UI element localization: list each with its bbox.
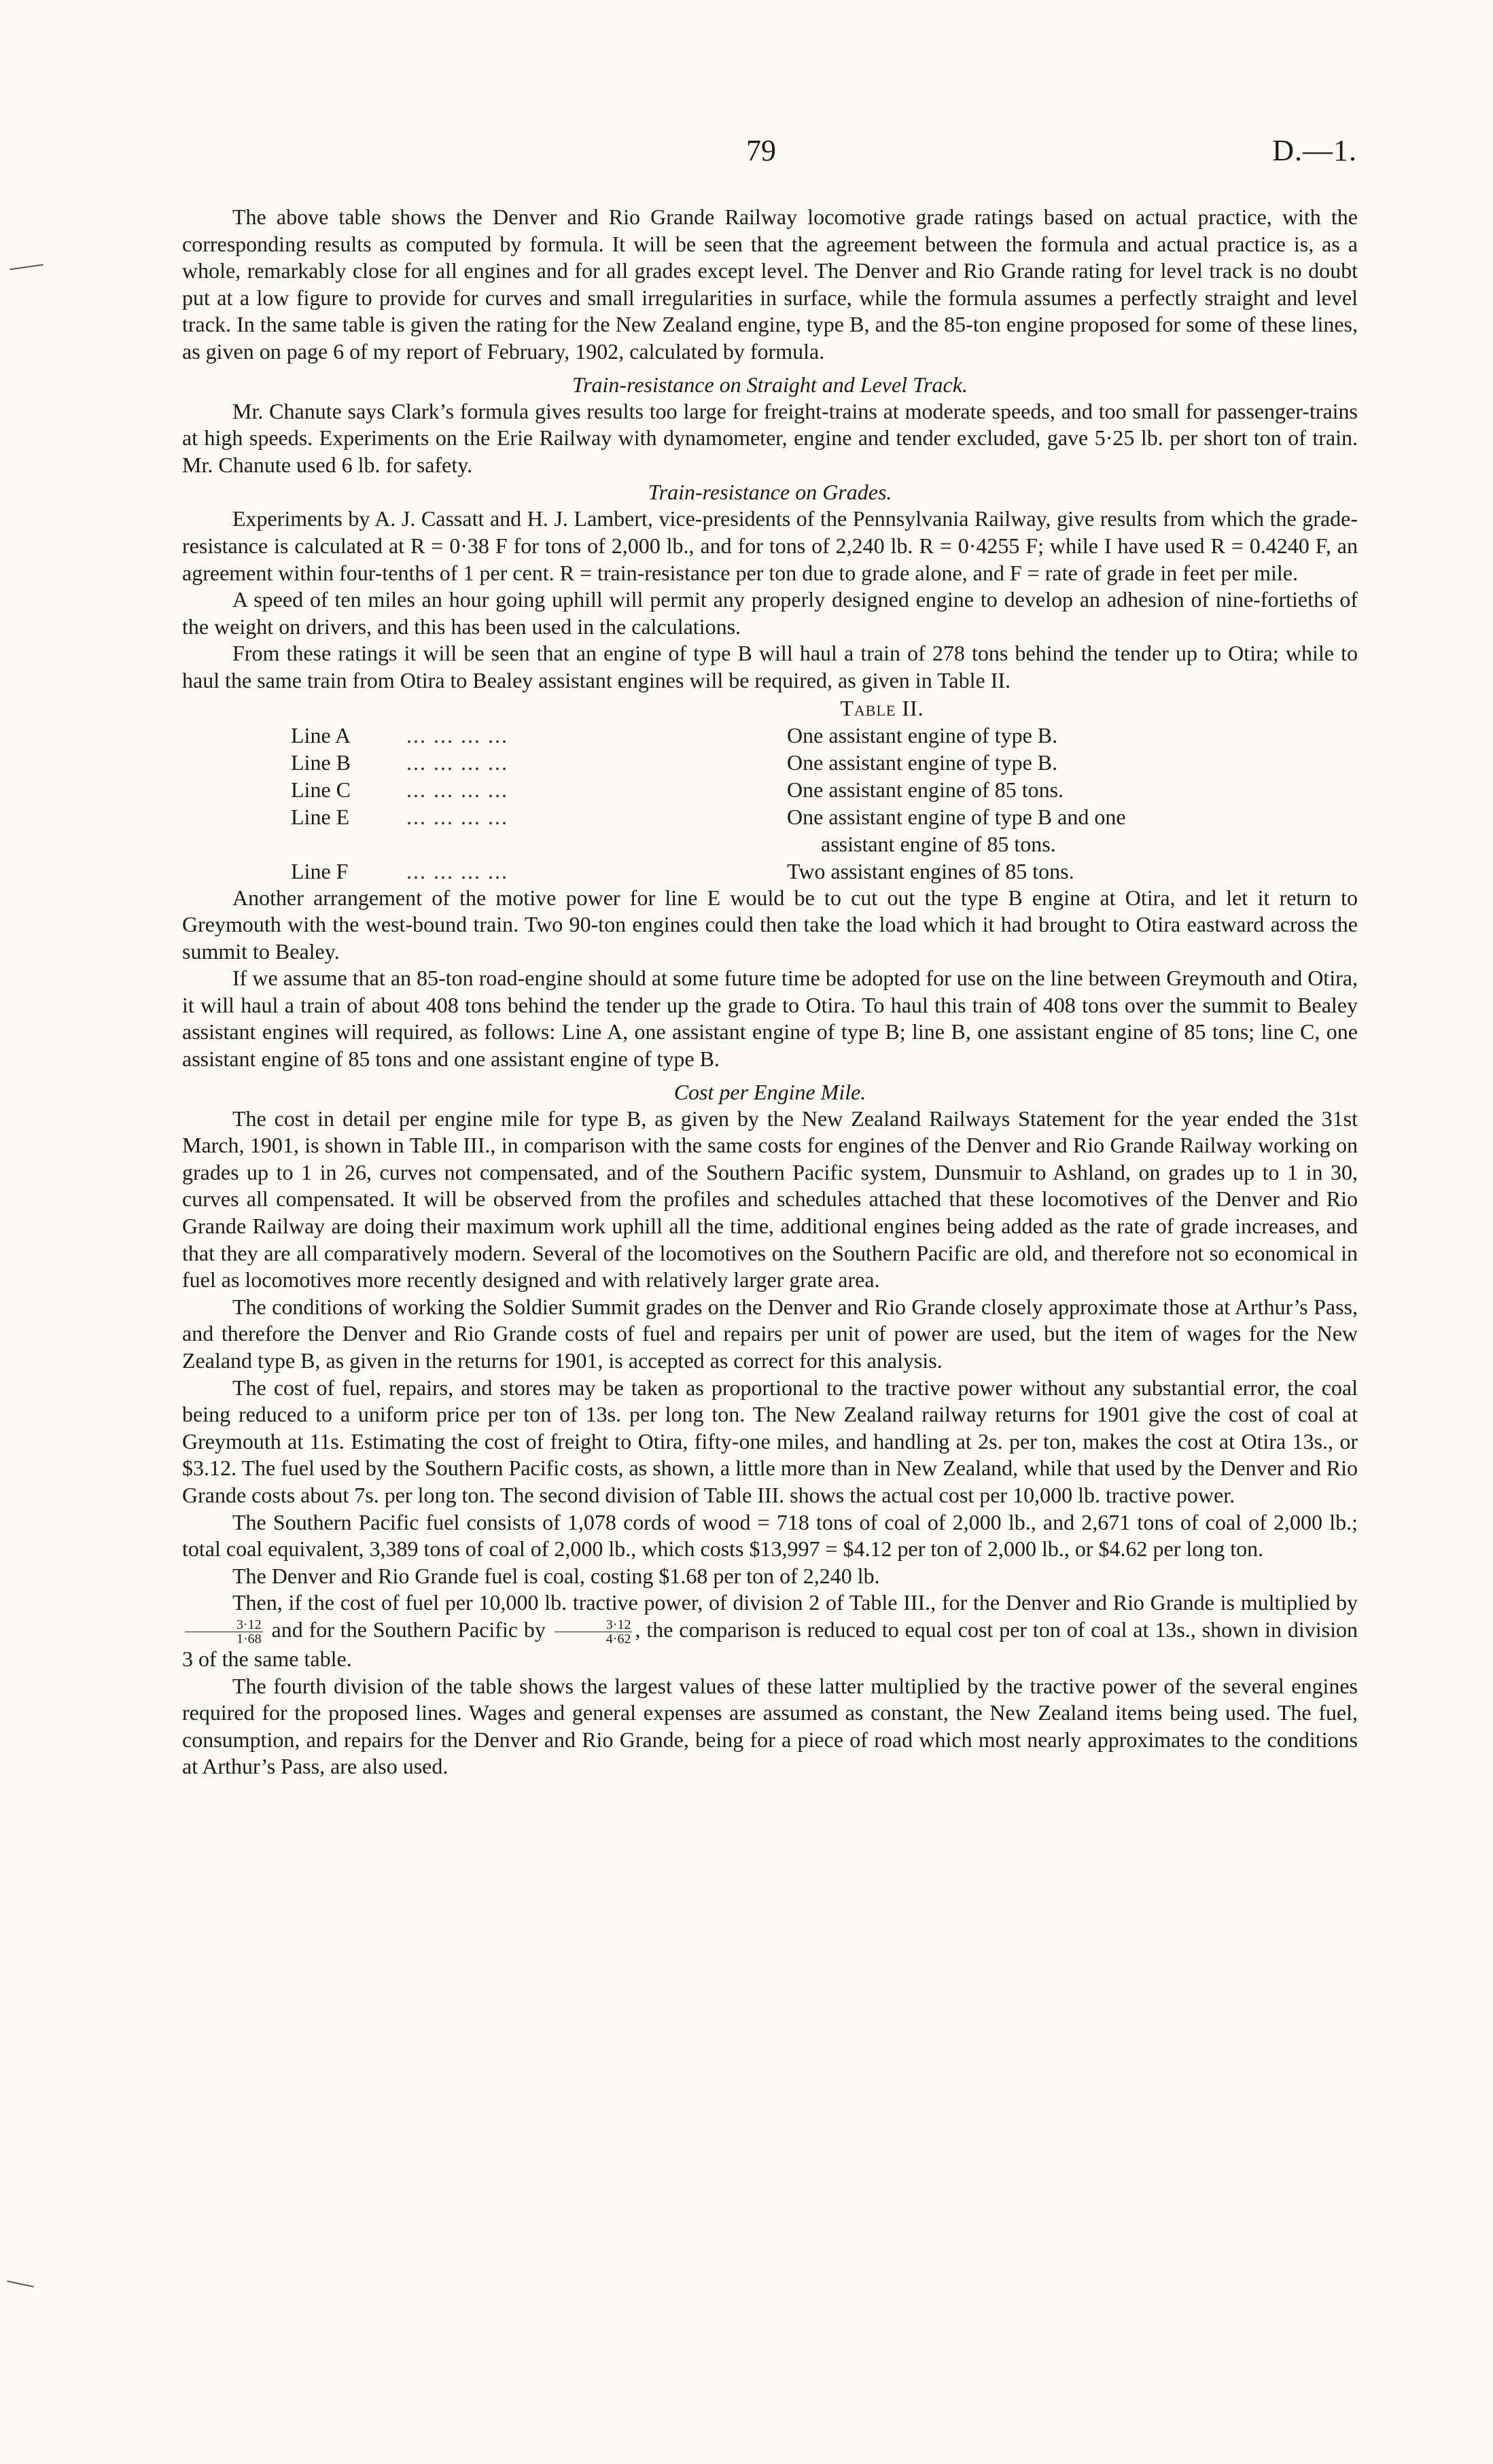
- section-heading: Cost per Engine Mile.: [673, 1079, 866, 1104]
- line-description: assistant engine of 85 tons.: [821, 831, 1056, 856]
- line-name: [291, 830, 406, 858]
- paragraph: From these ratings it will be seen that an engine of type B will haul a train of 278 tons behind the tender up to Otira; while to haul the same train from Otira to Bealey assistant engines will be required, as given in Table II.: [182, 641, 1358, 692]
- paragraph: A speed of ten miles an hour going uphill will permit any properly designed engine to develop an adhesion of nine-fortieths of the weight on drivers, and this has been used in the calculations.: [182, 587, 1358, 639]
- fraction-numerator: 3·12: [185, 1618, 263, 1632]
- dot-leader: ... ... ... ...: [406, 858, 508, 883]
- paragraph: Experiments by A. J. Cassatt and H. J. Lambert, vice-presidents of the Pennsylvania Railway, give results from which the grade-resistance is calculated at R = 0·38 F for tons of 2,000 lb., and for tons of 2,240 lb. R = 0·4255 F; while I have used R = 0.4240 F, an agreement within four-tenths of 1 per cent. R = train-resistance per ton due to grade alone, and F = rate of grade in feet per mile.: [182, 506, 1358, 585]
- line-description: One assistant engine of 85 tons.: [787, 777, 1064, 802]
- paragraph: Mr. Chanute says Clark’s formula gives results too large for freight-trains at moderate speeds, and too small for passenger-trains at high speeds. Experiments on the Erie Railway with dynamometer, engine and tender excluded, gave 5·25 lb. per short ton of train. Mr. Chanute used 6 lb. for safety.: [182, 398, 1358, 477]
- page-number: 79: [746, 134, 776, 167]
- margin-scan-mark: [7, 2281, 34, 2287]
- paragraph: The cost of fuel, repairs, and stores may be taken as proportional to the tractive power without any substantial error, the coal being reduced to a uniform price per ton of 13s. per long ton. The New Zealand railway returns for 1901 give the cost of coal at Greymouth at 11s. Estimating the cost of freight to Otira, fifty-one miles, and handling at 2s. per ton, makes the cost at Otira 13s., or $3.12. The fuel used by the Southern Pacific costs, as shown, a little more than in New Zealand, while that used by the Denver and Rio Grande costs about 7s. per long ton. The second division of Table III. shows the actual cost per 10,000 lb. tractive power.: [182, 1375, 1358, 1507]
- dot-leader: ... ... ... ...: [406, 722, 508, 747]
- table-row: [291, 803, 1337, 830]
- line-name: Line E: [291, 804, 350, 829]
- section-heading: Train-resistance on Straight and Level Track.: [572, 372, 968, 397]
- line-description: Two assistant engines of 85 tons.: [787, 858, 1074, 883]
- table-caption: Table II.: [840, 695, 924, 720]
- section-heading: Train-resistance on Grades.: [648, 480, 892, 505]
- paragraph: The above table shows the Denver and Rio Grande Railway locomotive grade ratings based on actual practice, with the corresponding results as computed by formula. It will be seen that the agreement between the formula and actual practice is, as a whole, remarkably close for all engines and for all grades except level. The Denver and Rio Grande rating for level track is no doubt put at a low figure to provide for curves and small irregularities in surface, while the formula assumes a perfectly straight and level track. In the same table is given the rating for the New Zealand engine, type B, and the 85-ton engine proposed for some of these lines, as given on page 6 of my report of February, 1902, calculated by formula.: [182, 205, 1358, 364]
- line-name: Line C: [291, 777, 351, 802]
- fraction: [555, 1618, 633, 1646]
- paragraph: The Denver and Rio Grande fuel is coal, costing $1.68 per ton of 2,240 lb.: [232, 1563, 880, 1588]
- paragraph-segment: and for the Southern Pacific by: [271, 1617, 546, 1642]
- page-header: [0, 133, 1493, 174]
- margin-scan-mark: [10, 264, 43, 270]
- paragraph: The fourth division of the table shows the largest values of these latter multiplied by the tractive power of the several engines required for the proposed lines. Wages and general expenses are assumed as constant, the New Zealand items being used. The fuel, consumption, and repairs for the Denver and Rio Grande, being for a piece of road which most nearly approximates to the conditions at Arthur’s Pass, are also used.: [182, 1673, 1358, 1779]
- dot-leader: ... ... ... ...: [406, 777, 508, 802]
- document-reference: D.—1.: [1272, 134, 1357, 167]
- line-description: One assistant engine of type B.: [787, 750, 1058, 775]
- fraction-denominator: 4·62: [605, 1632, 631, 1647]
- paragraph: The Southern Pacific fuel consists of 1,078 cords of wood = 718 tons of coal of 2,000 lb., and 2,671 tons of coal of 2,000 lb.; total coal equivalent, 3,389 tons of coal of 2,000 lb., which costs $13,997 = $4.12 per ton of 2,000 lb., or $4.62 per long ton.: [182, 1509, 1358, 1562]
- body-text: [182, 204, 1358, 1780]
- paragraph-segment: , the comparison is reduced to equal cost per ton of coal at 13s., shown in division 3 of the same table.: [182, 1617, 1358, 1672]
- paragraph: The cost in detail per engine mile for type B, as given by the New Zealand Railways Statement for the year ended the 31st March, 1901, is shown in Table III., in comparison with the same costs for engines of the Denver and Rio Grande Railway working on grades up to 1 in 26, curves not compensated, and of the Southern Pacific system, Dunsmuir to Ashland, on grades up to 1 in 30, curves all compensated. It will be observed from the profiles and schedules attached that these locomotives of the Denver and Rio Grande Railway are doing their maximum work uphill all the time, additional engines being added as the rate of grade increases, and that they are all comparatively modern. Several of the locomotives on the Southern Pacific are old, and therefore not so economical in fuel as locomotives more recently designed and with relatively larger grate area.: [182, 1106, 1358, 1292]
- dot-leader: [406, 830, 787, 858]
- paragraph: If we assume that an 85-ton road-engine should at some future time be adopted for use on the line between Greymouth and Otira, it will haul a train of about 408 tons behind the tender up the grade to Otira. To haul this train of 408 tons over the summit to Bealey assistant engines will required, as follows: Line A, one assistant engine of type B; line B, one assistant engine of 85 tons; line C, one assistant engine of 85 tons and one assistant engine of type B.: [182, 966, 1358, 1072]
- line-description: One assistant engine of type B.: [787, 722, 1058, 747]
- fraction: [185, 1618, 263, 1646]
- assistant-engines-table: [291, 722, 1337, 885]
- fraction-denominator: 1·68: [236, 1632, 262, 1647]
- line-name: Line B: [291, 750, 351, 775]
- paragraph-segment: Then, if the cost of fuel per 10,000 lb. tractive power, of division 2 of Table III., for the Denver and Rio Grande is multiplied by: [232, 1590, 1358, 1615]
- table-row: [291, 722, 1337, 749]
- dot-leader: ... ... ... ...: [406, 804, 508, 829]
- table-row: [291, 776, 1337, 803]
- paragraph: Another arrangement of the motive power for line E would be to cut out the type B engine at Otira, and let it return to Greymouth with the west-bound train. Two 90-ton engines could then take the load which it had brought to Otira eastward across the summit to Bealey.: [182, 885, 1358, 964]
- paragraph: The conditions of working the Soldier Summit grades on the Denver and Rio Grande closely approximate those at Arthur’s Pass, and therefore the Denver and Rio Grande costs of fuel and repairs per unit of power are used, but the item of wages for the New Zealand type B, as given in the returns for 1901, is accepted as correct for this analysis.: [182, 1294, 1358, 1373]
- line-name: Line A: [291, 722, 351, 747]
- table-row: [291, 830, 1337, 858]
- table-row: [291, 858, 1337, 885]
- paragraph: [182, 1589, 1358, 1672]
- dot-leader: ... ... ... ...: [406, 750, 508, 775]
- line-description: One assistant engine of type B and one: [787, 804, 1126, 829]
- line-name: Line F: [291, 858, 349, 883]
- table-row: [291, 749, 1337, 776]
- fraction-numerator: 3·12: [555, 1618, 633, 1632]
